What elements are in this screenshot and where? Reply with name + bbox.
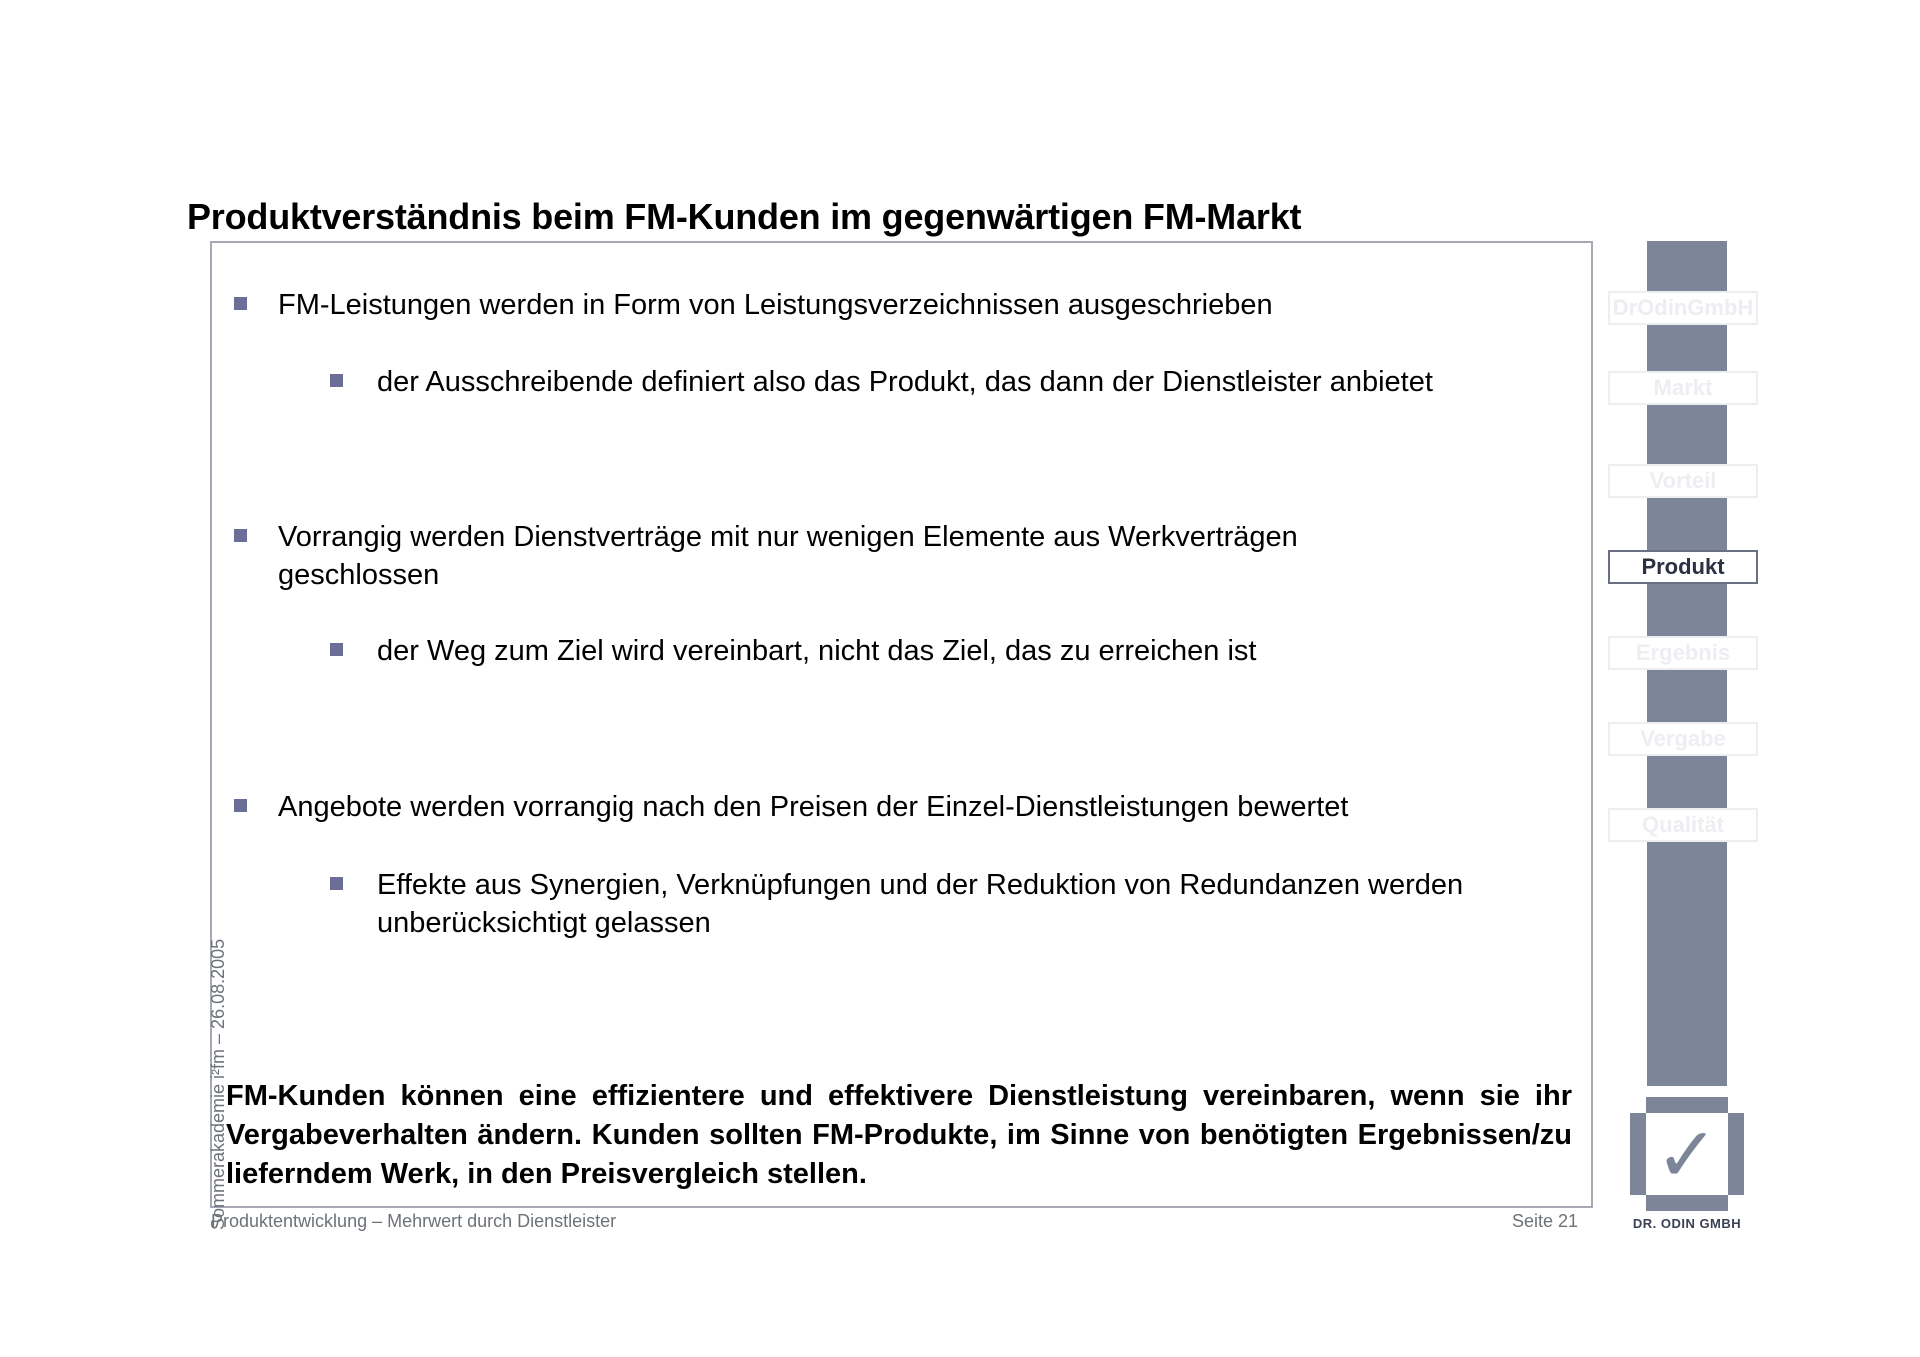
bullet-text: Angebote werden vorrangig nach den Preisen der Einzel-Dienstleistungen bewertet <box>278 791 1349 823</box>
nav-item-markt[interactable]: Markt <box>1608 371 1758 405</box>
company-logo <box>1630 1097 1744 1211</box>
logo-text: DR. ODIN GMBH <box>1632 1216 1742 1231</box>
page-number: Seite 21 <box>1512 1211 1579 1231</box>
nav-item-vergabe[interactable]: Vergabe <box>1608 722 1758 756</box>
sub-bullet-item <box>377 632 1557 670</box>
checkmark-icon: ✓ <box>1655 1110 1719 1199</box>
bullet-text: FM-Leistungen werden in Form von Leistungsverzeichnissen ausgeschrieben <box>278 289 1273 321</box>
nav-item-drodingmbh[interactable]: DrOdinGmbH <box>1608 291 1758 325</box>
bullet-text: Vorrangig werden Dienstverträge mit nur wenigen Elemente aus Werkverträgen geschlossen <box>278 521 1298 591</box>
page-title: Produktverständnis beim FM-Kunden im gegenwärtigen FM-Markt <box>187 196 1302 237</box>
conclusion-text: FM-Kunden können eine effizientere und effektivere Dienstleistung vereinbaren, wenn sie ihr Vergabeverhalten ändern. Kunden sollten FM-Produkte, im Sinne von benötigten Ergebnissen/zu lieferndem Werk, in den Preisvergleich stellen. <box>226 1080 1572 1190</box>
nav-item-vorteil[interactable]: Vorteil <box>1608 464 1758 498</box>
bullet-marker <box>330 643 343 656</box>
sub-bullet-item <box>377 866 1517 942</box>
nav-item-produkt[interactable]: Produkt <box>1608 550 1758 584</box>
footer-title: Produktentwicklung – Mehrwert durch Dienstleister <box>211 1211 617 1231</box>
bullet-marker <box>234 297 247 310</box>
bullet-marker <box>234 529 247 542</box>
bullet-marker <box>330 374 343 387</box>
sub-bullet-text: der Ausschreibende definiert also das Produkt, das dann der Dienstleister anbietet <box>377 366 1433 398</box>
nav-item-ergebnis[interactable]: Ergebnis <box>1608 636 1758 670</box>
side-event-label: Sommerakademie i²fm – 26.08.2005 <box>208 938 228 1230</box>
sub-bullet-text: der Weg zum Ziel wird vereinbart, nicht das Ziel, das zu erreichen ist <box>377 635 1257 667</box>
bullet-item <box>278 788 1478 826</box>
bullet-item <box>278 286 1478 324</box>
sub-bullet-text: Effekte aus Synergien, Verknüpfungen und der Reduktion von Redundanzen werden unberücksichtigt gelassen <box>377 869 1464 939</box>
bullet-item <box>278 518 1458 594</box>
bullet-marker <box>234 799 247 812</box>
nav-item-qualitaet[interactable]: Qualität <box>1608 808 1758 842</box>
bullet-marker <box>330 877 343 890</box>
sub-bullet-item <box>377 363 1557 401</box>
